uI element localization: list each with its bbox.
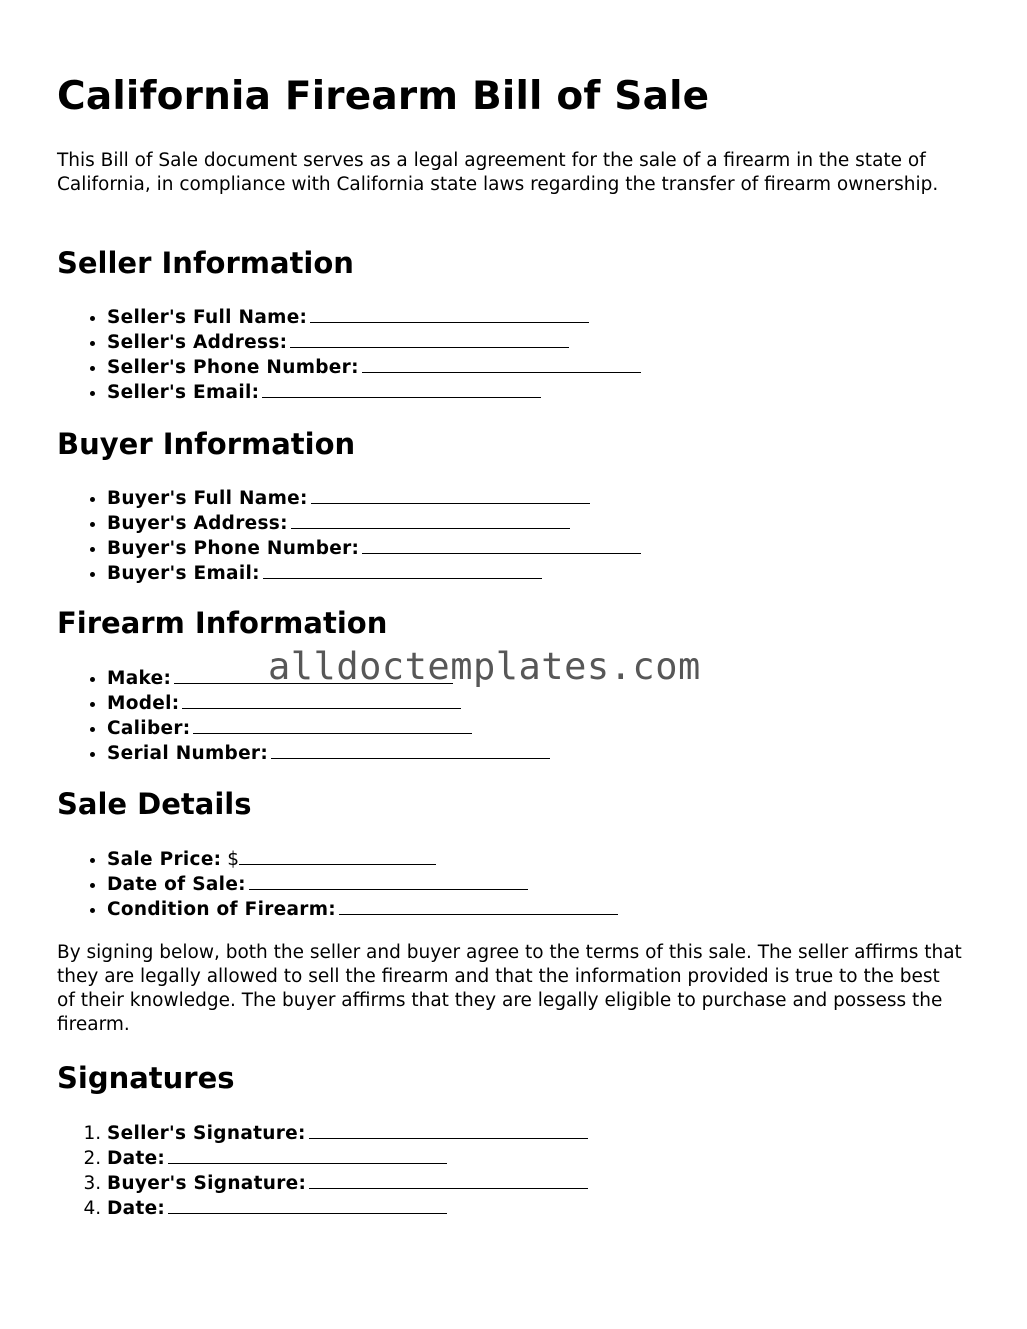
buyer-heading: Buyer Information [57, 427, 356, 461]
seller-field-list [57, 305, 641, 405]
seller-signature-label: Seller's Signature: [107, 1123, 306, 1144]
seller-signature-item [107, 1121, 588, 1146]
buyer-full-name-label: Buyer's Full Name: [107, 488, 308, 509]
firearm-model-label: Model: [107, 693, 180, 714]
buyer-signature-item [107, 1171, 588, 1196]
seller-full-name-blank[interactable] [310, 305, 589, 323]
currency-symbol: $ [227, 849, 240, 870]
sale-field-list [57, 847, 618, 922]
buyer-date-item [107, 1196, 588, 1221]
firearm-caliber-item [107, 716, 550, 741]
seller-date-item [107, 1146, 588, 1171]
seller-phone-blank[interactable] [362, 355, 641, 373]
firearm-serial-blank[interactable] [271, 741, 550, 759]
sale-condition-label: Condition of Firearm: [107, 899, 336, 920]
buyer-signature-blank[interactable] [309, 1171, 588, 1189]
firearm-serial-item [107, 741, 550, 766]
seller-heading: Seller Information [57, 246, 354, 280]
buyer-date-blank[interactable] [168, 1196, 447, 1214]
sale-date-label: Date of Sale: [107, 874, 246, 895]
sale-date-item [107, 872, 618, 897]
sale-condition-blank[interactable] [339, 897, 618, 915]
firearm-model-item [107, 691, 550, 716]
firearm-make-label: Make: [107, 668, 172, 689]
buyer-full-name-item [107, 486, 641, 511]
seller-date-label: Date: [107, 1148, 166, 1169]
intro-paragraph: This Bill of Sale document serves as a legal agreement for the sale of a firearm in the state of California, in compliance with California state laws regarding the transfer of firearm ownership. [57, 150, 939, 195]
seller-full-name-label: Seller's Full Name: [107, 307, 308, 328]
seller-full-name-item [107, 305, 641, 330]
seller-email-item [107, 380, 641, 405]
buyer-signature-label: Buyer's Signature: [107, 1173, 307, 1194]
document-title: California Firearm Bill of Sale [57, 74, 710, 119]
buyer-date-label: Date: [107, 1198, 166, 1219]
seller-address-item [107, 330, 641, 355]
sale-price-blank[interactable] [239, 847, 436, 865]
seller-email-blank[interactable] [262, 380, 541, 398]
buyer-email-blank[interactable] [263, 561, 542, 579]
seller-email-label: Seller's Email: [107, 382, 260, 403]
firearm-serial-label: Serial Number: [107, 743, 269, 764]
seller-signature-blank[interactable] [309, 1121, 588, 1139]
buyer-address-label: Buyer's Address: [107, 513, 288, 534]
buyer-field-list [57, 486, 641, 586]
buyer-phone-blank[interactable] [362, 536, 641, 554]
sale-price-label: Sale Price: [107, 849, 222, 870]
sale-date-blank[interactable] [249, 872, 528, 890]
buyer-phone-item [107, 536, 641, 561]
firearm-heading: Firearm Information [57, 606, 388, 640]
buyer-address-item [107, 511, 641, 536]
sale-price-item [107, 847, 618, 872]
agreement-paragraph: By signing below, both the seller and buyer agree to the terms of this sale. The seller affirms that they are legally allowed to sell the firearm and that the information provided is true to the best of their knowledge. The buyer affirms that they are legally eligible to purchase and possess the firearm. [57, 942, 962, 1035]
firearm-model-blank[interactable] [182, 691, 461, 709]
buyer-full-name-blank[interactable] [311, 486, 590, 504]
seller-phone-item [107, 355, 641, 380]
firearm-caliber-blank[interactable] [193, 716, 472, 734]
seller-address-label: Seller's Address: [107, 332, 288, 353]
sale-condition-item [107, 897, 618, 922]
watermark-text: alldoctemplates.com [268, 645, 701, 688]
buyer-phone-label: Buyer's Phone Number: [107, 538, 360, 559]
buyer-email-label: Buyer's Email: [107, 563, 260, 584]
buyer-email-item [107, 561, 641, 586]
buyer-address-blank[interactable] [291, 511, 570, 529]
sale-heading: Sale Details [57, 787, 252, 821]
seller-date-blank[interactable] [168, 1146, 447, 1164]
seller-address-blank[interactable] [290, 330, 569, 348]
signatures-heading: Signatures [57, 1061, 235, 1095]
signature-field-list [57, 1121, 588, 1221]
firearm-caliber-label: Caliber: [107, 718, 191, 739]
seller-phone-label: Seller's Phone Number: [107, 357, 359, 378]
